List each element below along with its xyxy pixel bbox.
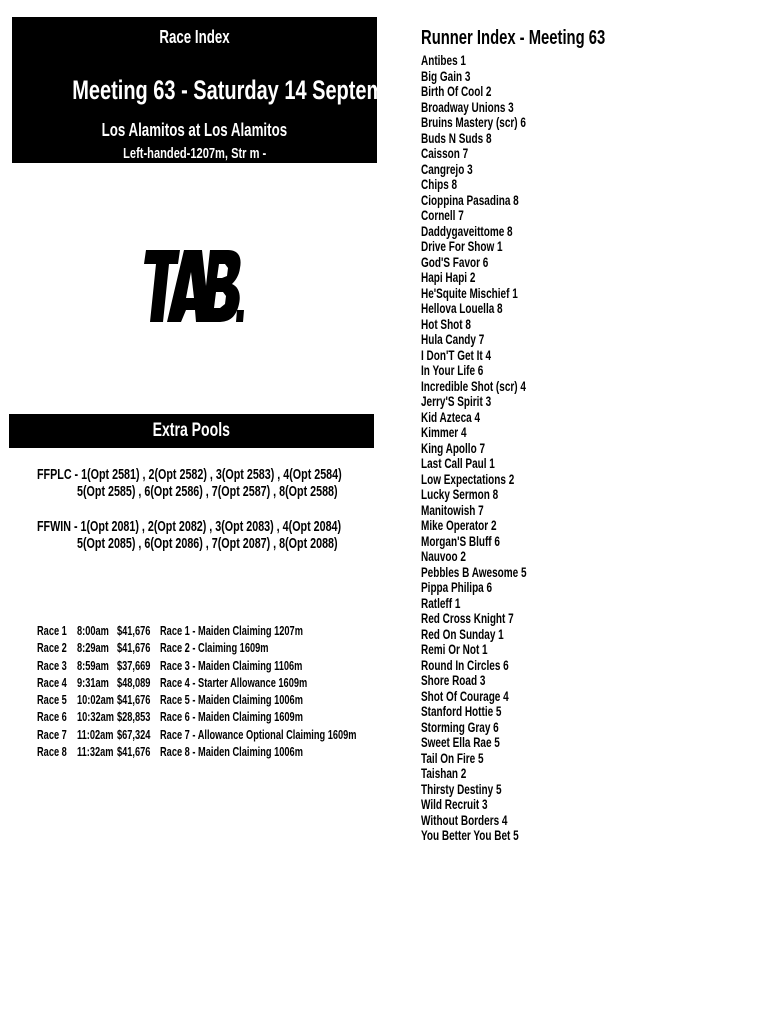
runner-name: Hot Shot 8 [421, 316, 471, 332]
pool-line [37, 484, 449, 501]
runner-list [421, 53, 761, 844]
runner-item [421, 720, 761, 736]
race-number: Race 7 [37, 727, 67, 742]
race-purse: $41,676 [117, 641, 151, 656]
runner-item [421, 689, 761, 705]
race-description: Race 4 - Starter Allowance 1609m [160, 675, 308, 690]
runner-item [421, 813, 761, 829]
venue-line [12, 120, 377, 141]
race-description: Race 6 - Maiden Claiming 1609m [160, 710, 303, 725]
runner-item [421, 503, 761, 519]
runner-name: Buds N Suds 8 [421, 130, 492, 146]
runner-item [421, 487, 761, 503]
tab-logo-graphic [144, 248, 244, 324]
runner-name: Bruins Mastery (scr) 6 [421, 115, 526, 130]
header-label: Race Index [159, 27, 230, 47]
runner-index-title-line [421, 26, 761, 50]
runner-name: Low Expectations 2 [421, 471, 515, 487]
runner-item [421, 580, 761, 596]
runner-name: Thirsty Destiny 5 [421, 781, 502, 797]
race-purse: $41,676 [117, 693, 151, 708]
race-purse: $28,853 [117, 710, 151, 725]
race-number: Race 8 [37, 745, 67, 760]
runner-item [421, 704, 761, 720]
runner-name: Birth Of Cool 2 [421, 84, 492, 99]
pool-line [37, 536, 448, 553]
runner-name: Antibes 1 [421, 53, 466, 68]
race-number: Race 4 [37, 675, 67, 690]
race-description: Race 5 - Maiden Claiming 1006m [160, 693, 303, 708]
runner-name: Nauvoo 2 [421, 549, 466, 564]
runner-name: Remi Or Not 1 [421, 642, 488, 657]
race-row [37, 624, 377, 641]
runner-name: Incredible Shot (scr) 4 [421, 378, 526, 394]
race-time: 8:29am [77, 641, 109, 656]
race-purse: $41,676 [117, 745, 151, 760]
race-number: Race 6 [37, 710, 67, 725]
runner-item [421, 270, 761, 286]
runner-item [421, 224, 761, 240]
runner-item [421, 84, 761, 100]
runner-item [421, 673, 761, 689]
extra-pools-heading [9, 414, 374, 448]
runner-item [421, 115, 761, 131]
runner-item [421, 658, 761, 674]
runner-name: Storming Gray 6 [421, 719, 499, 735]
race-time: 10:32am [77, 710, 115, 725]
runner-item [421, 131, 761, 147]
runner-name: In Your Life 6 [421, 363, 484, 378]
runner-item [421, 379, 761, 395]
runner-name: Red On Sunday 1 [421, 626, 504, 642]
race-row [37, 710, 377, 727]
race-purse: $37,669 [117, 658, 151, 673]
race-purse: $48,089 [117, 675, 151, 690]
runner-item [421, 534, 761, 550]
race-description: Race 8 - Maiden Claiming 1006m [160, 745, 303, 760]
runner-name: Daddygaveittome 8 [421, 223, 513, 239]
runner-item [421, 317, 761, 333]
runner-name: Hula Candy 7 [421, 332, 485, 347]
race-purse: $67,324 [117, 727, 151, 742]
runner-item [421, 255, 761, 271]
pool-ffwin-line2: 5(Opt 2085) , 6(Opt 2086) , 7(Opt 2087) , 8(Opt 2088) [77, 536, 338, 552]
runner-item [421, 410, 761, 426]
race-row [37, 659, 377, 676]
runner-name: Last Call Paul 1 [421, 456, 495, 471]
track-info-line [12, 145, 377, 162]
race-row [37, 693, 377, 710]
runner-item [421, 162, 761, 178]
runner-name: Kid Azteca 4 [421, 409, 481, 425]
runner-item [421, 332, 761, 348]
runner-name: Cangrejo 3 [421, 161, 473, 177]
runner-item [421, 596, 761, 612]
tab-logo [144, 248, 244, 324]
runner-name: Shot Of Courage 4 [421, 688, 509, 704]
runner-item [421, 363, 761, 379]
race-description: Race 1 - Maiden Claiming 1207m [160, 624, 303, 638]
runner-index [421, 26, 761, 844]
runner-item [421, 627, 761, 643]
runner-name: Broadway Unions 3 [421, 99, 514, 115]
runner-name: Morgan'S Bluff 6 [421, 533, 500, 549]
runner-name: Hapi Hapi 2 [421, 270, 476, 285]
runner-item [421, 518, 761, 534]
runner-item [421, 53, 761, 69]
race-time: 8:00am [77, 624, 109, 638]
runner-name: Pebbles B Awesome 5 [421, 564, 527, 580]
runner-item [421, 611, 761, 627]
race-description: Race 3 - Maiden Claiming 1106m [160, 658, 303, 673]
runner-item [421, 69, 761, 85]
runner-name: Shore Road 3 [421, 673, 486, 688]
race-description: Race 7 - Allowance Optional Claiming 1609m [160, 727, 357, 742]
runner-name: Wild Recruit 3 [421, 797, 488, 812]
runner-item [421, 208, 761, 224]
runner-item [421, 394, 761, 410]
runner-item [421, 301, 761, 317]
runner-name: Pippa Philipa 6 [421, 580, 493, 595]
pool-ffwin [37, 519, 448, 553]
race-number: Race 5 [37, 693, 67, 708]
race-row [37, 641, 377, 658]
runner-name: You Better You Bet 5 [421, 828, 519, 843]
runner-name: Drive For Show 1 [421, 239, 503, 254]
race-time: 10:02am [77, 693, 115, 708]
race-schedule [37, 624, 377, 762]
runner-name: Big Gain 3 [421, 68, 471, 84]
runner-item [421, 782, 761, 798]
page-title: Meeting 63 - Saturday 14 September [72, 75, 416, 105]
runner-name: Caisson 7 [421, 146, 469, 161]
race-time: 9:31am [77, 675, 109, 690]
race-row [37, 676, 377, 693]
race-description: Race 2 - Claiming 1609m [160, 641, 269, 656]
runner-name: Cornell 7 [421, 208, 464, 223]
track-info: Left-handed-1207m, Str m - [122, 145, 267, 162]
runner-item [421, 456, 761, 472]
runner-name: Stanford Hottie 5 [421, 704, 502, 719]
runner-name: God'S Favor 6 [421, 254, 489, 270]
race-number: Race 3 [37, 658, 67, 673]
runner-name: Manitowish 7 [421, 502, 484, 518]
runner-item [421, 348, 761, 364]
runner-name: Chips 8 [421, 177, 458, 192]
runner-item [421, 828, 761, 844]
runner-item [421, 193, 761, 209]
runner-item [421, 177, 761, 193]
runner-name: Sweet Ella Rae 5 [421, 735, 500, 750]
pool-ffplc-line2: 5(Opt 2585) , 6(Opt 2586) , 7(Opt 2587) , 8(Opt 2588) [77, 484, 338, 500]
race-number: Race 1 [37, 624, 67, 638]
race-time: 11:02am [77, 727, 114, 742]
runner-item [421, 146, 761, 162]
race-time: 8:59am [77, 658, 109, 673]
runner-name: Cioppina Pasadina 8 [421, 192, 519, 208]
runner-item [421, 797, 761, 813]
runner-item [421, 642, 761, 658]
runner-name: Taishan 2 [421, 766, 467, 781]
runner-item [421, 766, 761, 782]
pool-ffplc [37, 467, 449, 501]
venue: Los Alamitos at Los Alamitos [101, 120, 288, 140]
runner-item [421, 735, 761, 751]
pool-line [37, 467, 449, 484]
runner-name: He'Squite Mischief 1 [421, 285, 518, 301]
page-title-line [12, 75, 416, 106]
runner-name: Tail On Fire 5 [421, 750, 484, 766]
runner-name: Kimmer 4 [421, 425, 467, 440]
runner-name: Red Cross Knight 7 [421, 611, 514, 626]
race-number: Race 2 [37, 641, 67, 656]
race-row [37, 728, 377, 745]
runner-item [421, 239, 761, 255]
runner-name: King Apollo 7 [421, 440, 486, 456]
runner-name: Without Borders 4 [421, 812, 508, 828]
runner-name: Ratleff 1 [421, 595, 461, 611]
runner-name: Lucky Sermon 8 [421, 487, 499, 502]
race-row [37, 745, 377, 762]
race-index-header [12, 17, 416, 163]
runner-name: I Don'T Get It 4 [421, 347, 492, 363]
runner-index-title: Runner Index - Meeting 63 [421, 27, 606, 49]
runner-name: Jerry'S Spirit 3 [421, 394, 492, 409]
race-time: 11:32am [77, 745, 114, 760]
runner-item [421, 751, 761, 767]
race-purse: $41,676 [117, 624, 151, 638]
runner-item [421, 286, 761, 302]
header-label-line [12, 27, 377, 48]
runner-name: Hellova Louella 8 [421, 301, 503, 316]
runner-item [421, 100, 761, 116]
pool-ffwin-line1: FFWIN - 1(Opt 2081) , 2(Opt 2082) , 3(Opt 2083) , 4(Opt 2084) [37, 519, 342, 535]
runner-item [421, 425, 761, 441]
pool-ffplc-line1: FFPLC - 1(Opt 2581) , 2(Opt 2582) , 3(Opt 2583) , 4(Opt 2584) [37, 467, 342, 483]
runner-item [421, 549, 761, 565]
runner-item [421, 472, 761, 488]
extra-pools-heading-text: Extra Pools [152, 420, 231, 441]
runner-name: Mike Operator 2 [421, 518, 497, 533]
pool-line [37, 519, 448, 536]
runner-name: Round In Circles 6 [421, 657, 509, 673]
runner-item [421, 441, 761, 457]
runner-item [421, 565, 761, 581]
